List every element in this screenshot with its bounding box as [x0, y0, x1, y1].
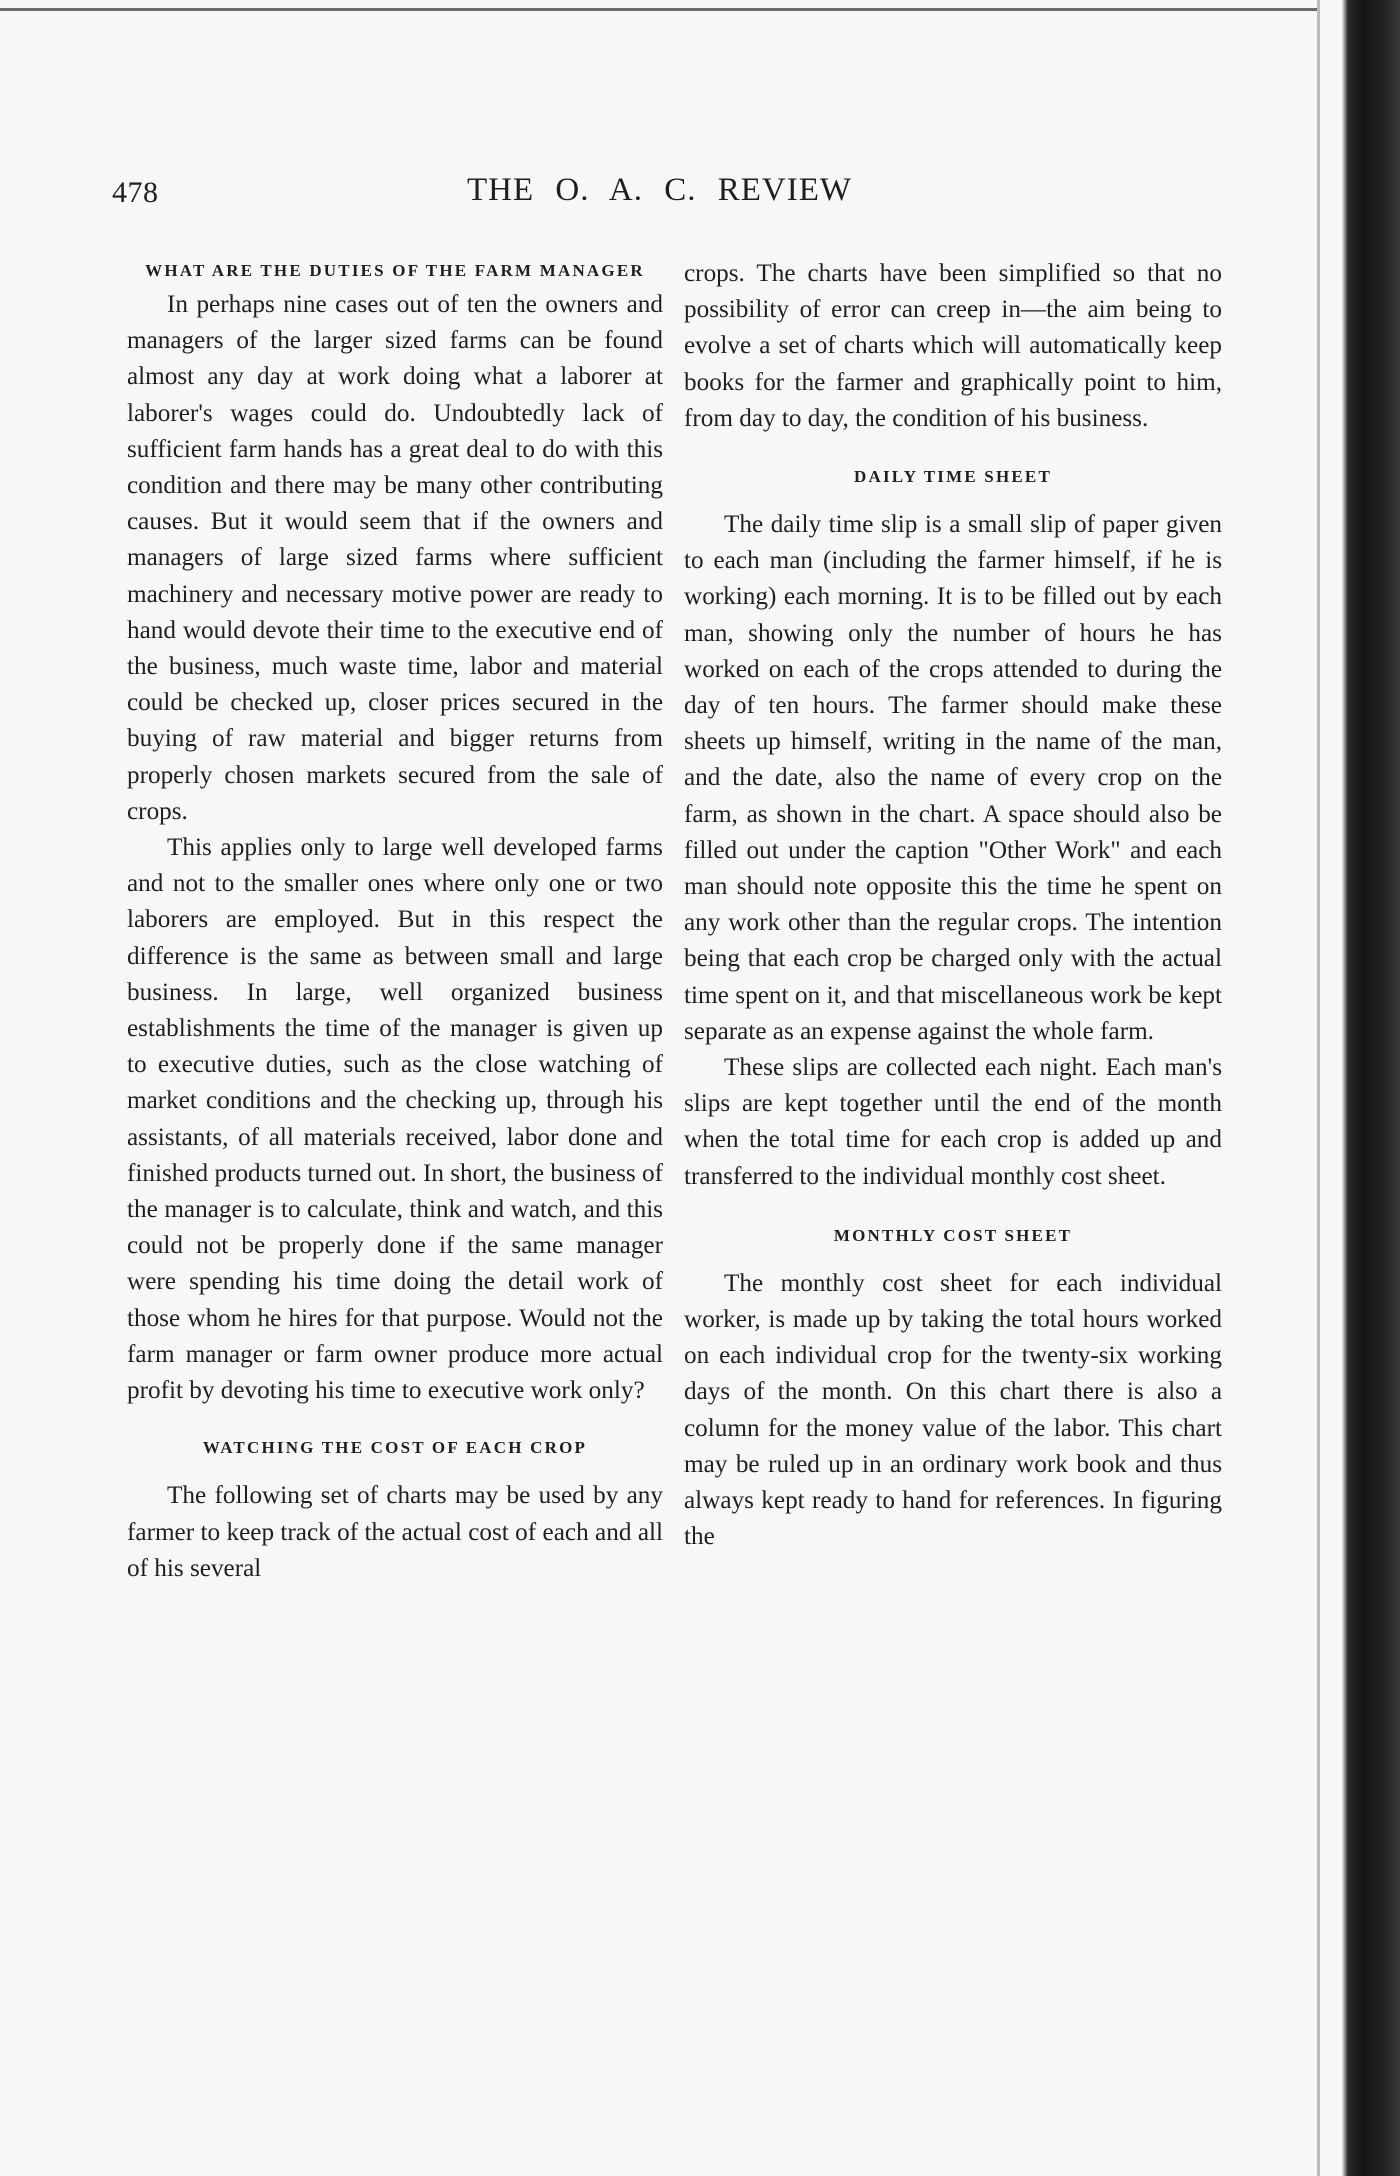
heading-monthly-cost-sheet: MONTHLY COST SHEET: [833, 1225, 1073, 1245]
scan-top-rule: [0, 8, 1320, 11]
paragraph-continued: crops. The charts have been simplified so that no possibility of error can creep in—the aim being to evolve a set of charts which will automatically keep books for the farmer and graphically point to him, from day to day, the condition of his business.: [684, 260, 1222, 432]
scan-binding-edge: [1342, 0, 1400, 2176]
paragraph: This applies only to large well developed farms and not to the smaller ones where only one or two laborers are employed. But in this respect the difference is the same as between small and large business. In large, well organized business establishments the time of the manager is given up to executive duties, such as the close watching of market conditions and the checking up, through his assistants, of all materials received, labor done and finished products turned out. In short, the business of the manager is to calculate, think and watch, and this could not be properly done if the same manager were spending his time doing the detail work of those whom he hires for that purpose. Would not the farm manager or farm owner produce more actual profit by devoting his time to executive work only?: [127, 834, 663, 1405]
paragraph: The monthly cost sheet for each individual worker, is made up by taking the total hours worked on each individual crop for the twenty-six working days of the month. On this chart there is also a column for the money value of the labor. This chart may be ruled up in an ordinary work book and thus always kept ready to hand for references. In figuring the: [684, 1269, 1222, 1551]
heading-watching-cost: WATCHING THE COST OF EACH CROP: [202, 1438, 588, 1458]
paragraph: These slips are collected each night. Each man's slips are kept together until the end of the month when the total time for each crop is added up and transferred to the individual monthly cost sheet.: [684, 1054, 1222, 1190]
page-header: [112, 172, 1212, 226]
paragraph: In perhaps nine cases out of ten the owners and managers of the larger sized farms can be found almost any day at work doing what a laborer at laborer's wages could do. Undoubtedly lack of sufficient farm hands has a great deal to do with this condition and there may be many other contributing causes. But it would seem that if the owners and managers of large sized farms where sufficient machinery and necessary motive power are ready to hand would devote their time to the executive end of the business, much waste time, labor and material could be checked up, closer prices secured in the buying of raw material and bigger returns from properly chosen markets secured from the sale of crops.: [127, 291, 663, 825]
right-column: [684, 256, 1222, 1556]
paragraph: The daily time slip is a small slip of paper given to each man (including the farmer himself, if he is working) each morning. It is to be filled out by each man, showing only the number of hours he has worked on each of the crops attended to during the day of ten hours. The farmer should make these sheets up himself, writing in the name of the man, and the date, also the name of every crop on the farm, as shown in the chart. A space should also be filled out under the caption "Other Work" and each man should note opposite this the time he spent on any work other than the regular crops. The intention being that each crop be charged only with the actual time spent on it, and that miscellaneous work be kept separate as an expense against the whole farm.: [684, 511, 1222, 1045]
page-number: 478: [112, 176, 159, 209]
journal-title: THE O. A. C. REVIEW: [467, 172, 853, 208]
heading-farm-manager-duties: WHAT ARE THE DUTIES OF THE FARM MANAGER: [145, 261, 645, 280]
left-column: [127, 256, 663, 1587]
heading-daily-time-sheet: DAILY TIME SHEET: [853, 467, 1053, 487]
scan-page-edge-line: [1317, 0, 1320, 2176]
paragraph: The following set of charts may be used by any farmer to keep track of the actual cost of each and all of his several: [127, 1482, 663, 1582]
